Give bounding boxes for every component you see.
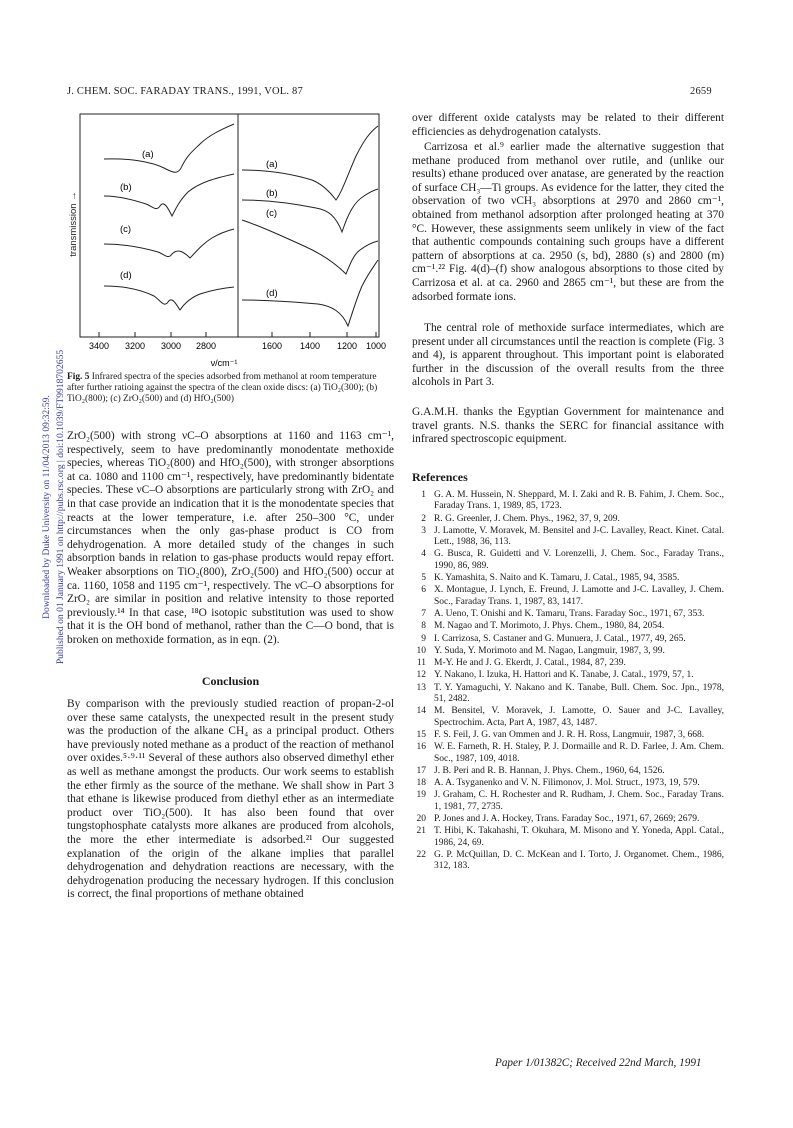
reference-item: 21 T. Hibi, K. Takahashi, T. Okuhara, M. Misono and Y. Yoneda, Appl. Catal., 1986, 24, 69. [416,826,724,848]
curve-label-left-d: (d) [120,270,132,281]
reference-item: 5 K. Yamashita, S. Naito and K. Tamaru, J. Catal., 1985, 94, 3585. [421,573,680,584]
tick-label: 1400 [299,341,321,351]
reference-item: 14 M. Bensitel, V. Moravek, J. Lamotte, O. Sauer and J-C. Lavalley, Spectrochim. Acta, Part A, 1987, 43, 1487. [416,706,724,728]
reference-list [412,490,724,874]
curve-label-left-b: (b) [120,182,132,193]
caption-label: Fig. 5 [67,372,90,382]
reference-item: 18 A. A. Tsyganenko and V. N. Filimonov, J. Mol. Struct., 1973, 19, 579. [416,778,700,789]
reference-item: 4 G. Busca, R. Guidetti and V. Lorenzelli, J. Chem. Soc., Faraday Trans., 1990, 86, 989. [421,549,724,571]
body-paragraph-right-2: Carrizosa et al.⁹ earlier made the alternative suggestion that methane produced from methanol over rutile, and (unlike our results) ethane produced over anatase, are generated by the reaction of surface CH₃—Ti groups. As evidence for the latter, they cited the observation of two νCH₃ absorptions at 2970 and 2860 cm⁻¹, obtained from methanol adsorption after prolonged heating at 370 °C. However, these assignments seem unlikely in view of the fact that authentic compounds containing such groups have a different pattern of absorptions at ca. 2950 (s, bd), 2880 (s) and 2800 (m) cm⁻¹.²² Fig. 4(d)–(f) show analogous absorptions to those cited by Carrizosa et al. at ca. 2960 and 2865 cm⁻¹, but these are from the adsorbed formate ions. [412,141,724,303]
reference-item: 6 X. Montague, J. Lynch, E. Freund, J. Lamotte and J-C. Lavalley, J. Chem. Soc., Faraday Trans. 1, 1987, 83, 1417. [421,585,724,607]
ir-spectra-figure [60,104,400,376]
reference-item: 10 Y. Suda, Y. Morimoto and M. Nagao, Langmuir, 1987, 3, 99. [416,645,665,656]
reference-item: 17 J. B. Peri and R. B. Hannan, J. Phys. Chem., 1960, 64, 1526. [416,765,665,776]
reference-item: 12 Y. Nakano, I. Izuka, H. Hattori and K. Tanabe, J. Catal., 1979, 57, 1. [416,670,694,681]
reference-item: 3 J. Lamotte, V. Moravek, M. Bensitel and J-C. Lavalley, React. Kinet. Catal. Lett., 1988, 36, 113. [421,525,724,548]
reference-item: 19 J. Graham, C. H. Rochester and R. Rudham, J. Chem. Soc., Faraday Trans. 1, 1981, 77, 2735. [416,790,724,812]
reference-item: 16 W. E. Farneth, R. H. Staley, P. J. Dormaille and R. D. Farlee, J. Am. Chem. Soc., 1987, 109, 4018. [416,742,724,764]
download-stamp [0,0,66,1128]
spectrum-right-a [242,126,378,200]
body-paragraph-right-1: over different oxide catalysts may be related to their different efficiencies as dehydrogenation catalysts. [412,112,724,138]
spectrum-right-b [242,189,378,232]
download-stamp-line-2: Published on 01 January 1991 on http://pubs.rsc.org | doi:10.1039/FT9918702655 [55,349,66,665]
section-heading-conclusion: Conclusion [201,674,260,688]
y-axis-label: transmission → [68,191,79,257]
paper-footer: Paper 1/01382C; Received 22nd March, 1991 [495,1057,702,1069]
reference-item: 13 T. Y. Yamaguchi, Y. Nakano and K. Tanabe, Bull. Chem. Soc. Jpn., 1978, 51, 2482. [416,682,724,705]
section-heading-references: References [412,470,468,484]
tick-label: 1600 [261,341,283,351]
x-axis-label: ν/cm⁻¹ [210,358,238,368]
spectrum-right-c [242,220,378,274]
download-stamp-line-1: Downloaded by Duke University on 11/04/2013 09:32:59. [41,395,52,619]
reference-item: 2 R. G. Greenler, J. Chem. Phys., 1962, 37, 9, 209. [421,513,620,524]
reference-item: 20 P. Jones and J. A. Hockey, Trans. Faraday Soc., 1971, 67, 2669; 2679. [416,814,700,825]
reference-item: 15 F. S. Feil, J. G. van Ommen and J. R. H. Ross, Langmuir, 1987, 3, 668. [416,729,705,740]
curve-label-right-d: (d) [266,288,278,299]
body-paragraph-left-1: ZrO₂(500) with strong νC–O absorptions at 1160 and 1163 cm⁻¹, respectively, seem to have predominantly monodentate methoxide species, whereas TiO₂(800) and HfO₂(500), with stronger absorptions at ca. 1080 and 1100 cm⁻¹, respectively, have predominantly bidentate species. These νC–O absorptions are particularly strong with ZrO₂ and in that case provide an indication that it is the monodentate species that reacts at the lower temperature, i.e. after 250–300 °C, under circumstances when the only gas-phase product is CO from dehydrogenation. A more detailed study of the changes in such absorption bands in relation to gas-phase products would repay effort. Weaker absorptions on TiO₂(800), ZrO₂(500) and HfO₂(500) occur at ca. 1160, 1058 and 1195 cm⁻¹, respectively. The νC–O absorptions for ZrO₂ are similar in position and relative intensity to those reported previously.¹⁴ In that case, ¹⁸O isotopic substitution was used to show that it is the OH bond of methanol, rather than the C—O bond, that is broken on methoxide formation, as in eqn. (2). [67,430,394,646]
running-header: J. CHEM. SOC. FARADAY TRANS., 1991, VOL. 87 [67,86,303,97]
tick-label: 3200 [124,341,146,351]
curve-label-left-a: (a) [142,149,154,160]
tick-label: 2800 [195,341,217,351]
tick-label: 1000 [365,341,387,351]
reference-item: 9 I. Carrizosa, S. Castaner and G. Munuera, J. Catal., 1977, 49, 265. [421,633,686,644]
body-paragraph-right-3: The central role of methoxide surface intermediates, which are present under all circumstances until the reaction is complete (Fig. 3 and 4), is apparent throughout. This important point is elaborated further in the discussion of the overall results from the three alcohols in Part 3. [412,322,724,389]
curve-label-right-b: (b) [266,188,278,199]
tick-label: 1200 [336,341,358,351]
body-paragraph-left-2: By comparison with the previously studied reaction of propan-2-ol over these same catalysts, the unexpected result in the present study was the production of the alkane CH₄ as a principal product. Others have previously noted methane as a product of the reaction of methanol over oxides.⁵·⁹·¹¹ Several of these authors also observed dimethyl ether as well as methane amongst the products. Our work seems to establish the ether firmly as the source of the methane. We shall show in Part 3 that ethane is likewise produced from diethyl ether as an intermediate product over TiO₂(500). It has also been found that over tungstophosphate catalysts more alkanes are produced from alcohols, the more the ether intermediate is adsorbed.²¹ Our suggested explanation of the origin of the alkane implies that parallel dehydrogenation and dehydration reactions are necessary, with the dehydrogenation producing the necessary hydrogen. If this conclusion is correct, the final proportions of methane obtained [67,698,394,901]
tick-label: 3000 [160,341,182,351]
curve-label-left-c: (c) [120,224,132,235]
curve-label-right-a: (a) [266,159,278,170]
acknowledgements: G.A.M.H. thanks the Egyptian Government for maintenance and travel grants. N.S. thanks the SERC for financial assitance with infrared spectroscopic equipment. [412,406,724,446]
reference-item: 8 M. Nagao and T. Morimoto, J. Phys. Chem., 1980, 84, 2054. [421,621,665,632]
reference-item: 22 G. P. McQuillan, D. C. McKean and I. Torto, J. Organomet. Chem., 1986, 312, 183. [416,849,724,872]
reference-item: 11 M-Y. He and J. G. Ekerdt, J. Catal., 1984, 87, 239. [416,658,626,669]
reference-item: 7 A. Ueno, T. Onishi and K. Tamaru, Trans. Faraday Soc., 1971, 67, 353. [421,608,705,619]
page-number: 2659 [690,86,712,97]
caption-text: Infrared spectra of the species adsorbed from methanol at room temperature after further ratioing against the spectra of the clean oxide discs: (a) TiO₂(300); (b) TiO₂(800); (c) ZrO₂(500) and (d) HfO₂(500) [67,372,378,405]
tick-label: 3400 [88,341,110,351]
figure-caption [67,372,394,406]
reference-item: 1 G. A. M. Hussein, N. Sheppard, M. I. Zaki and R. B. Fahim, J. Chem. Soc., Faraday Trans. 1, 1989, 85, 1723. [421,490,724,512]
spectrum-right-d [242,260,378,326]
curve-label-right-c: (c) [266,208,278,219]
spectrum-left-b [104,174,234,216]
figure-5 [60,104,400,376]
spectrum-left-a [104,124,234,172]
spectrum-left-d [104,286,234,310]
